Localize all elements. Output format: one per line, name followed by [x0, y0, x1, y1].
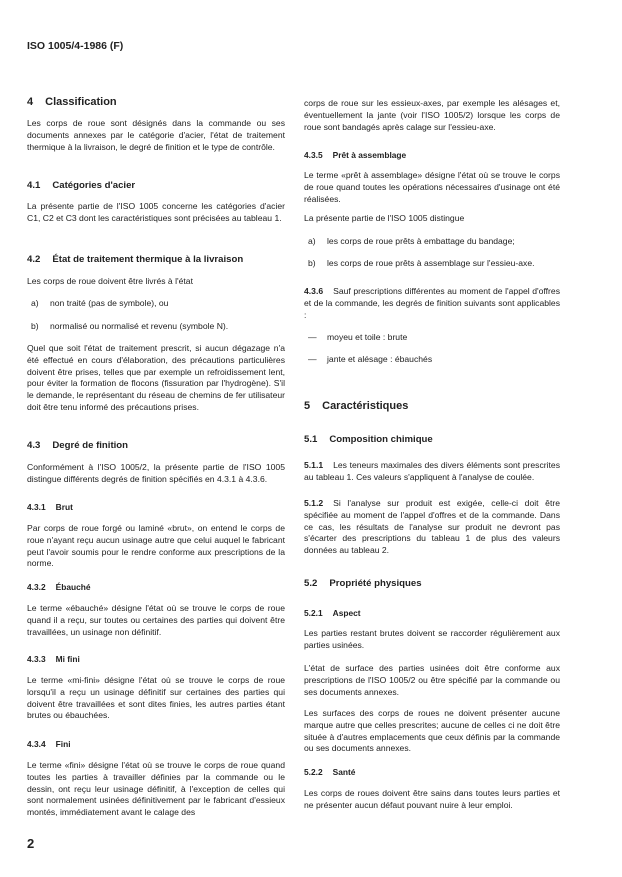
list-marker: —: [308, 332, 317, 342]
section-title: Propriété physiques: [329, 578, 422, 589]
section-4-3-text: Conformément à l'ISO 1005/2, la présente partie de l'ISO 1005 distingue différents degrés de finition spécifiés en 4.3.1 à 4.3.6.: [27, 462, 285, 484]
list-item-a: [304, 236, 560, 248]
document-header: ISO 1005/4-1986 (F): [27, 40, 124, 52]
section-title: Catégories d'acier: [52, 180, 136, 191]
section-number: 5.1: [304, 434, 318, 445]
section-4-3-4-heading: [27, 739, 71, 749]
section-4-3-1-heading: [27, 502, 73, 512]
list-text: les corps de roue prêts à assemblage sur l'essieu-axe.: [327, 258, 535, 268]
section-number: 4.1: [27, 180, 41, 191]
section-number: 5.2.1: [304, 608, 323, 618]
section-5-1-1-text: [304, 460, 560, 484]
section-title: Mi fini: [55, 654, 80, 664]
section-5-2-heading: [304, 578, 422, 589]
section-title: Ébauché: [55, 582, 91, 592]
list-item-a: [27, 298, 285, 310]
section-4-heading: [27, 96, 117, 108]
section-4-2-heading: [27, 254, 243, 265]
section-title: Degré de finition: [52, 440, 129, 451]
section-number: 4.3: [27, 440, 41, 451]
section-number: 4.3.6: [304, 286, 324, 296]
section-number: 4: [27, 96, 34, 108]
list-item-b: [27, 321, 285, 333]
list-text: moyeu et toile : brute: [327, 332, 408, 342]
section-5-2-1-p1: Les parties restant brutes doivent se raccorder régulièrement aux parties usinées.: [304, 628, 560, 650]
section-5-2-1-p2: L'état de surface des parties usinées doit être conforme aux prescriptions de l'ISO 1005/2 ou être spécifié par la commande ou ses documents annexes.: [304, 663, 560, 697]
section-4-3-2-text: Le terme «ébauché» désigne l'état où se trouve le corps de roue quand il a reçu, sur toutes ou certaines des parties qui doivent être travaillées, un usinage non définitif.: [27, 603, 285, 637]
section-4-3-3-text: Le terme «mi-fini» désigne l'état où se trouve le corps de roue lorsqu'il a reçu un usinage définitif sur certaines des parties qui doivent être travaillées et sont dites finies, les autres parties étant brutes ou ébauchées.: [27, 675, 285, 721]
section-4-2-text: Quel que soit l'état de traitement prescrit, si aucun dégazage n'a été effectué en cours d'élaboration, des précautions particulières doivent être prises, telles que par exemple un refroidissement lent, pour éviter la formation de flocons (fissuration par l'hydrogène). S'il le demande, le représentant du réseau de chemins de fer utilisateur doit être tenu informé des précautions prises.: [27, 343, 285, 412]
section-title: Brut: [55, 502, 73, 512]
section-4-3-1-text: Par corps de roue forgé ou laminé «brut», on entend le corps de roue n'ayant reçu aucun usinage autre que celui auquel le fabricant peut l'avoir soumis pour le rendre conforme aux prescriptions de la norme.: [27, 523, 285, 569]
section-4-3-5-heading: [304, 150, 406, 160]
section-number: 4.3.4: [27, 739, 46, 749]
section-number: 5.2.2: [304, 767, 323, 777]
section-5-2-2-text: Les corps de roues doivent être sains dans toutes leurs parties et ne présenter aucun défaut pouvant nuire à leur emploi.: [304, 788, 560, 810]
list-text: jante et alésage : ébauchés: [327, 354, 433, 364]
section-title: Prêt à assemblage: [332, 150, 407, 160]
section-5-heading: [304, 400, 408, 412]
section-5-1-2-text: [304, 498, 560, 557]
section-4-1-text: La présente partie de l'ISO 1005 concerne les catégories d'acier C1, C2 et C3 dont les caractéristiques sont précisées au tableau 1.: [27, 201, 285, 223]
dash-item: [304, 332, 560, 344]
section-4-2-intro: Les corps de roue doivent être livrés à l'état: [27, 276, 193, 286]
section-4-3-heading: [27, 440, 128, 451]
section-5-1-heading: [304, 434, 433, 445]
paragraph-text: Si l'analyse sur produit est exigée, celle-ci doit être spécifiée au moment de l'appel d'offres et de la commande. Dans ce cas, les résultats de l'analyse sur produit ne devront pas s'écarter des prescriptions du tableau 1 de plus des valeurs données au tableau 2.: [304, 498, 560, 556]
section-4-3-4-text: Le terme «fini» désigne l'état où se trouve le corps de roue quand toutes les parties à travailler définies par la commande ou le dessin, ont reçu leur usinage définitif, à l'exception de celles qui sont normalement usinées définitivement par le fabricant d'essieux montés, immédiatement avant le calage des: [27, 760, 285, 818]
list-text: non traité (pas de symbole), ou: [50, 298, 169, 308]
paragraph-text: Les teneurs maximales des divers éléments sont prescrites au tableau 1. Ces valeurs s'appliquent à l'analyse de coulée.: [304, 460, 560, 482]
section-title: État de traitement thermique à la livraison: [52, 254, 244, 265]
section-5-2-2-heading: [304, 767, 355, 777]
section-number: 4.3.1: [27, 502, 46, 512]
list-marker: a): [308, 236, 316, 246]
dash-item: [304, 354, 560, 366]
section-4-3-5-text: Le terme «prêt à assemblage» désigne l'état où se trouve le corps de roue quand toutes les opérations nécessaires d'usinage ont été réalisées.: [304, 170, 560, 204]
list-marker: b): [31, 321, 39, 331]
list-marker: a): [31, 298, 39, 308]
section-4-1-heading: [27, 180, 135, 191]
section-number: 5.1.1: [304, 460, 324, 470]
section-title: Classification: [45, 96, 117, 108]
section-4-3-6-text: [304, 286, 560, 321]
section-number: 5.1.2: [304, 498, 324, 508]
paragraph-text: Sauf prescriptions différentes au moment de l'appel d'offres et de la commande, les degrés de finition suivants sont applicables :: [304, 286, 560, 320]
section-number: 5.2: [304, 578, 318, 589]
section-4-3-3-heading: [27, 654, 80, 664]
section-number: 4.3.5: [304, 150, 323, 160]
section-4-3-4-continued: corps de roue sur les essieux-axes, par exemple les alésages et, éventuellement la jante (voir l'ISO 1005/2) lorsque les corps de roue sont bandagés après calage sur l'essieu-axe.: [304, 98, 560, 132]
section-4-3-5-intro: La présente partie de l'ISO 1005 distingue: [304, 213, 465, 223]
section-title: Santé: [332, 767, 356, 777]
section-title: Composition chimique: [329, 434, 433, 445]
section-number: 5: [304, 400, 311, 412]
list-item-b: [304, 258, 560, 270]
list-marker: b): [308, 258, 316, 268]
section-5-2-1-p3: Les surfaces des corps de roues ne doivent présenter aucune marque autre que celles prescrites; aucune de celles ci ne doit être située à d'autres emplacements que ceux définis par la commande ou ses documents annexes.: [304, 708, 560, 754]
section-number: 4.3.3: [27, 654, 46, 664]
section-number: 4.2: [27, 254, 41, 265]
list-marker: —: [308, 354, 317, 364]
section-title: Caractéristiques: [322, 400, 409, 412]
list-text: normalisé ou normalisé et revenu (symbole N).: [50, 321, 229, 331]
list-text: les corps de roue prêts à embattage du bandage;: [327, 236, 515, 246]
section-title: Fini: [55, 739, 71, 749]
section-4-3-2-heading: [27, 582, 91, 592]
page-number: 2: [27, 836, 35, 851]
section-number: 4.3.2: [27, 582, 46, 592]
section-5-2-1-heading: [304, 608, 361, 618]
section-title: Aspect: [332, 608, 361, 618]
section-4-intro: Les corps de roue sont désignés dans la commande ou ses documents annexes par le catégorie d'acier, l'état de traitement thermique à la livraison, le degré de finition et le type de contrôle.: [27, 118, 285, 152]
